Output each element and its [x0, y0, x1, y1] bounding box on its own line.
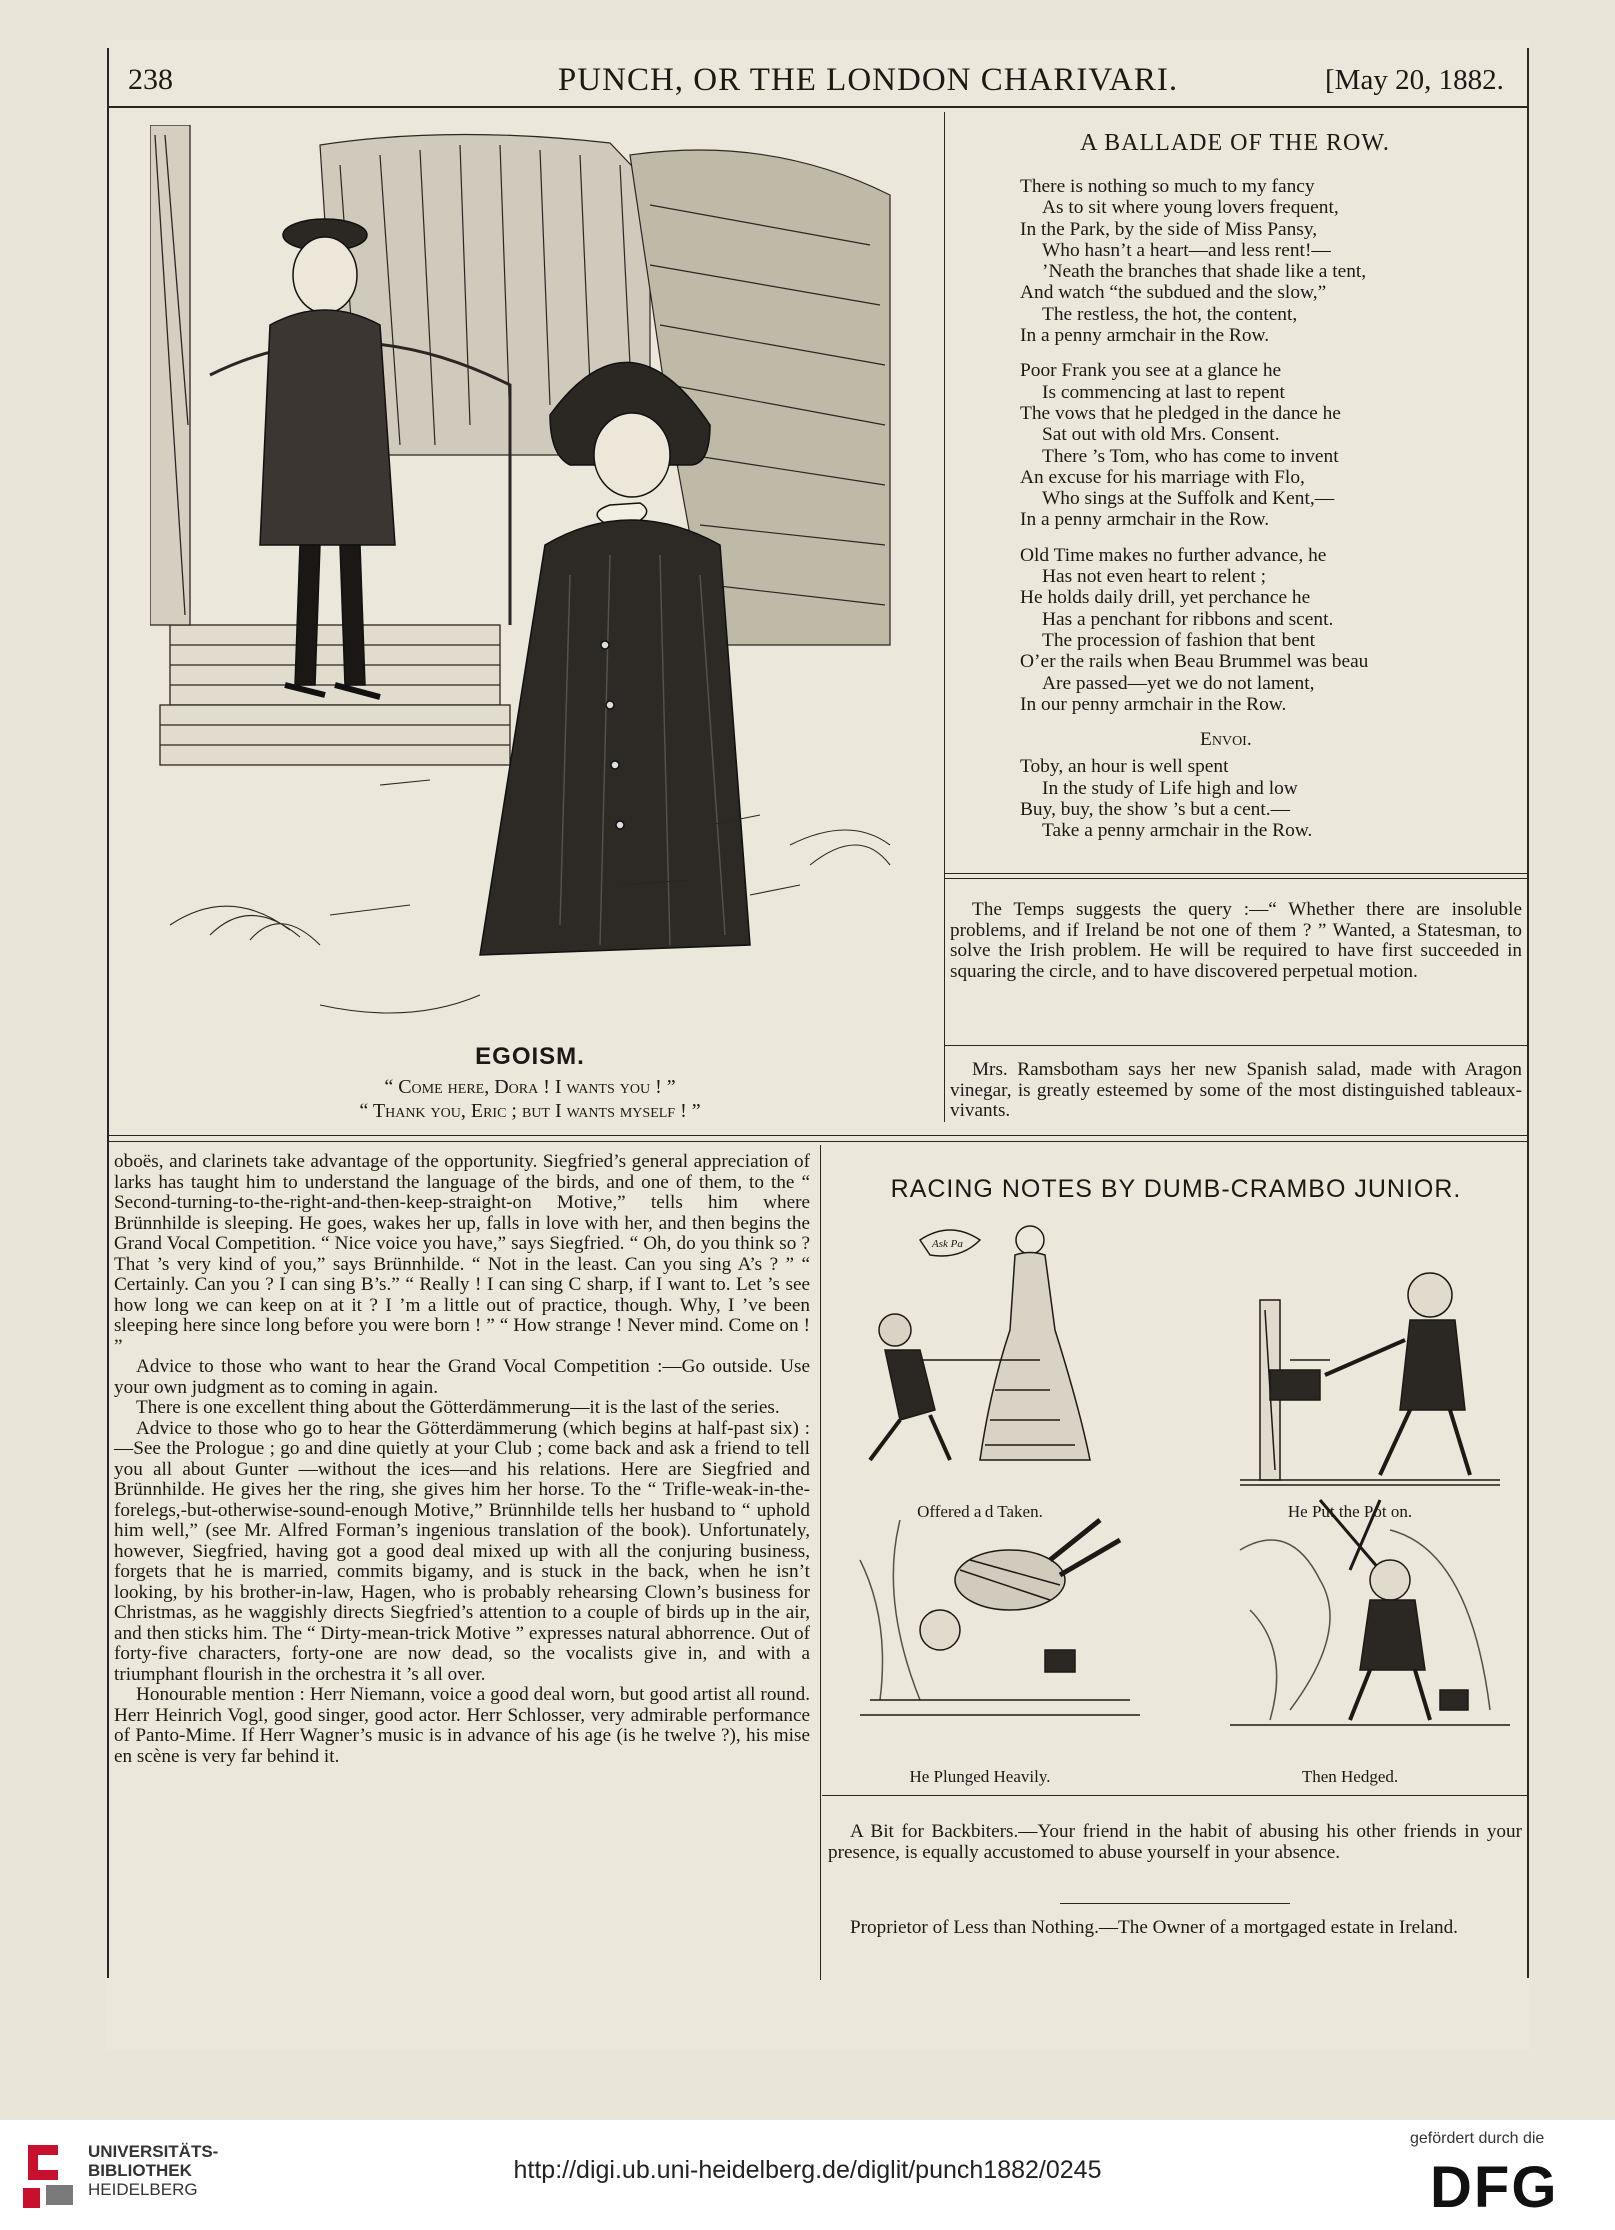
temps-text: The Temps suggests the query :—“ Whether there are insoluble problems, and if Ireland be not one of them ? ” Wanted, a Statesman, to solve the Irish problem. He will be required to have first succeeded in squaring the circle, and to have discovered perpetual motion.: [950, 899, 1522, 982]
line: As to sit where young lovers frequent,: [1042, 197, 1339, 219]
top-column-divider: [944, 112, 945, 1122]
line: Buy, buy, the show ’s but a cent.—: [1020, 799, 1290, 821]
library-line-3: HEIDELBERG: [88, 2180, 198, 2199]
plunged-heavily-sketch: [860, 1520, 1140, 1715]
line: An excuse for his marriage with Flo,: [1020, 466, 1305, 488]
backbiters-text: A Bit for Backbiters.—Your friend in the habit of abusing his other friends in your presence, is equally accustomed to abuse yourself in your absence.: [828, 1821, 1522, 1863]
left-border: [107, 48, 109, 1978]
line: Who sings at the Suffolk and Kent,—: [1042, 488, 1335, 510]
stanza-2: [1020, 360, 1368, 530]
line: Poor Frank you see at a glance he: [1020, 360, 1282, 382]
line: And watch “the subdued and the slow,”: [1020, 282, 1327, 304]
line: The vows that he pledged in the dance he: [1020, 402, 1341, 424]
opera-paragraph-1: oboës, and clarinets take advantage of the opportunity. Siegfried’s general appreciation of larks has taught him to understand the language of the birds, and one of them, to the “ Second-turning-to-the-right-and-then-keep-straight-on Motive,” tells him where Brünnhilde is sleeping. He goes, wakes her up, falls in love with her, and then begins the Grand Vocal Competition. “ Nice voice you have,” says Siegfried. “ Oh, do you think so ? That ’s very kind of you,” says Brünnhilde. “ Not in the least. Can you sing A’s ? ” “ Certainly. Can you ? I can sing B’s.” “ Really ! I can sing C sharp, if I want to. Let ’s see how long we can keep on at it ? I ’m a little out of practice, though. Why, I ’ve been sleeping here since long before you were born ! ” “ How strange ! Never mind. Come on ! ”: [114, 1151, 810, 1357]
line: In a penny armchair in the Row.: [1020, 509, 1270, 531]
opera-paragraph-3: There is one excellent thing about the Götterdämmerung—it is the last of the series.: [136, 1397, 780, 1418]
racing-cartoons: [840, 1210, 1520, 1770]
egoism-cartoon: [150, 125, 910, 1045]
right-border: [1527, 48, 1529, 1978]
ballade-poem: [1020, 176, 1368, 842]
ask-pa-bubble: Ask Pa: [932, 1238, 963, 1250]
funding-note: gefördert durch die: [1410, 2130, 1545, 2147]
source-url-link[interactable]: http://digi.ub.uni-heidelberg.de/diglit/punch1882/0245: [513, 2156, 1102, 2184]
line: Who hasn’t a heart—and less rent!—: [1042, 239, 1331, 261]
header-rule: [108, 106, 1528, 108]
line: O’er the rails when Beau Brummel was beau: [1020, 651, 1369, 673]
ramsbotham-text: Mrs. Ramsbotham says her new Spanish salad, made with Aragon vinegar, is greatly esteemed by some of the most distinguished tableaux-vivants.: [950, 1059, 1522, 1121]
caption-plunged-heavily: He Plunged Heavily.: [909, 1767, 1051, 1786]
issue-date: [May 20, 1882.: [1325, 64, 1504, 96]
cartoon-title: EGOISM.: [475, 1043, 585, 1070]
racing-title: RACING NOTES BY DUMB-CRAMBO JUNIOR.: [890, 1175, 1462, 1203]
line: Take a penny armchair in the Row.: [1042, 820, 1313, 842]
then-hedged-sketch: [1230, 1500, 1510, 1725]
opera-paragraph-2: Advice to those who want to hear the Grand Vocal Competition :—Go outside. Use your own judgment as to coming in again.: [114, 1356, 810, 1398]
caption-offered-taken: Offered a d Taken.: [917, 1502, 1043, 1521]
opera-review-column: [114, 1152, 810, 1767]
line: He holds daily drill, yet perchance he: [1020, 587, 1311, 609]
line: The restless, the hot, the content,: [1042, 303, 1298, 325]
offered-and-taken-sketch: [870, 1226, 1090, 1460]
cartoon-dialogue-1: “ Come here, Dora ! I wants you ! ”: [384, 1076, 676, 1098]
line: In the Park, by the side of Miss Pansy,: [1020, 218, 1318, 240]
opera-paragraph-4: Advice to those who go to hear the Götterdämmerung (which begins at half-past six) :—See the Prologue ; go and dine quietly at your Club ; come back and ask a friend to tell you all about Gunter —without the ices—and his relations. Here are Siegfried and Brünnhilde. He gives her the ring, she gives him her horse. To the “ Trifle-weak-in-the-forelegs,-but-otherwise-sound-enough Motive,” Brünnhilde tells her husband to “ uphold him well,” (see Mr. Alfred Forman’s ingenious translation of the book). Unfortunately, however, Siegfried, having got a good deal mixed up with all the conjuring business, forgets that he is married, commits bigamy, and is stuck in the back, when he isn’t looking, by his brother-in-law, Hagen, who is probably rehearsing Clown’s business for Christmas, as he waggishly directs Siegfried’s attention to a couple of birds up in the air, and then sticks him. The “ Dirty-mean-trick Motive ” expresses natural abhorrence. Out of forty-five characters, forty-one are now dead, so the vocalists give in, and with a triumphant flourish in the orchestra it ’s all over.: [114, 1417, 810, 1685]
ballade-end-rule-2: [944, 878, 1528, 879]
mid-rule: [108, 1135, 1528, 1136]
caption-put-pot-on: He Put the Pot on.: [1287, 1502, 1413, 1521]
line: ’Neath the branches that shade like a tent,: [1042, 261, 1367, 283]
opera-paragraph-5: Honourable mention : Herr Niemann, voice a good deal worn, but good artist all round. Herr Heinrich Vogl, good singer, good actor. Herr Schlosser, very admirable performance of Panto-Mime. If Herr Wagner’s music is in advance of his age (is he twelve ?), his mise en scène is very far behind it.: [114, 1684, 810, 1767]
dfg-logo: DFG: [1430, 2155, 1559, 2220]
line: Sat out with old Mrs. Consent.: [1042, 424, 1280, 446]
mid-rule-2: [108, 1141, 1528, 1142]
line: Toby, an hour is well spent: [1020, 756, 1229, 778]
put-the-pot-on-sketch: [1240, 1273, 1500, 1485]
footer-bar: [0, 2120, 1615, 2230]
proprietor-paragraph: [828, 1918, 1522, 1939]
line: In our penny armchair in the Row.: [1020, 693, 1287, 715]
stanza-3: [1020, 545, 1368, 715]
ramsbotham-paragraph: [950, 1060, 1522, 1122]
masthead-title: PUNCH, OR THE LONDON CHARIVARI.: [557, 62, 1179, 98]
line: Has a penchant for ribbons and scent.: [1042, 608, 1334, 630]
proprietor-text: Proprietor of Less than Nothing.—The Owner of a mortgaged estate in Ireland.: [850, 1917, 1458, 1938]
ballade-end-rule: [944, 873, 1528, 874]
library-line-1: UNIVERSITÄTS-: [88, 2142, 219, 2161]
bottom-column-divider: [820, 1145, 821, 1980]
envoi-title: Envoi.: [1200, 729, 1252, 751]
short-rule: [1060, 1903, 1290, 1904]
racing-end-rule: [822, 1795, 1528, 1796]
page-number: 238: [128, 63, 173, 96]
line: In the study of Life high and low: [1042, 777, 1298, 799]
envoi-stanza: [1020, 756, 1368, 841]
temps-end-rule: [944, 1045, 1528, 1046]
caption-then-hedged: Then Hedged.: [1301, 1767, 1399, 1786]
temps-paragraph: [950, 900, 1522, 982]
line: The procession of fashion that bent: [1042, 629, 1316, 651]
cartoon-dialogue-2: “ Thank you, Eric ; but I wants myself ! ”: [359, 1100, 701, 1122]
line: Is commencing at last to repent: [1042, 381, 1285, 403]
line: In a penny armchair in the Row.: [1020, 325, 1270, 347]
line: There ’s Tom, who has come to invent: [1042, 445, 1339, 467]
line: There is nothing so much to my fancy: [1020, 176, 1315, 197]
stanza-1: [1020, 176, 1368, 346]
backbiters-paragraph: [828, 1822, 1522, 1863]
ballade-title: A BALLADE OF THE ROW.: [1080, 130, 1390, 156]
line: Has not even heart to relent ;: [1042, 566, 1266, 588]
library-line-2: BIBLIOTHEK: [88, 2161, 192, 2180]
line: Are passed—yet we do not lament,: [1042, 672, 1315, 694]
line: Old Time makes no further advance, he: [1020, 544, 1327, 566]
